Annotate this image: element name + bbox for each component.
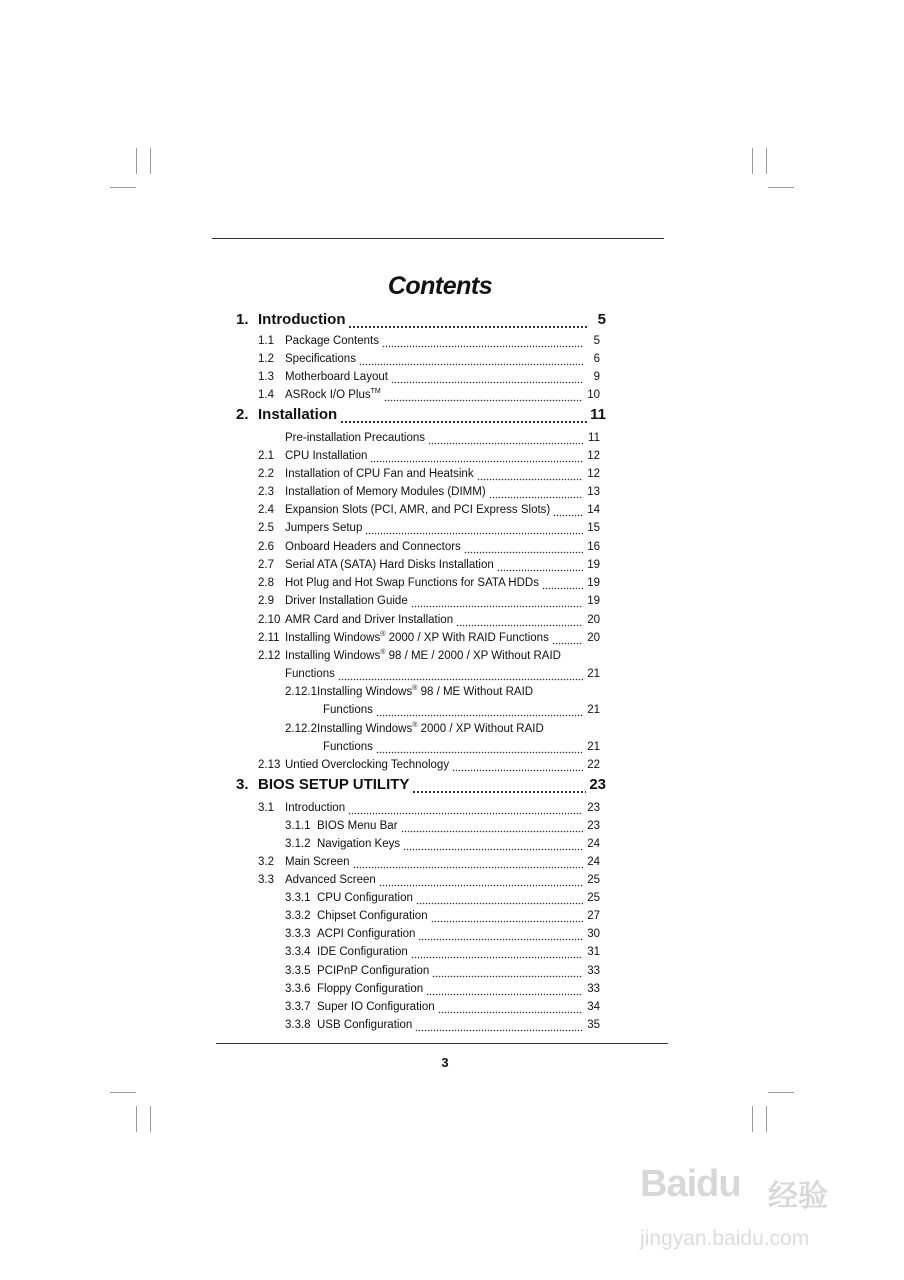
toc-page: 25 [587,874,600,886]
toc-number: 3.3.1 [285,892,311,904]
toc-number: 2.6 [258,541,274,553]
toc-leader [359,352,583,366]
toc-entry[interactable] [285,996,600,1014]
toc-label: CPU Configuration [317,892,413,904]
baidu-watermark [640,1135,890,1265]
toc-leader [415,1018,583,1032]
toc-label: IDE Configuration [317,946,408,958]
toc-leader [552,631,583,645]
page-number: 3 [441,1055,449,1070]
toc-entry[interactable] [258,481,600,499]
toc-entry[interactable] [258,366,600,384]
toc-entry[interactable] [258,499,600,517]
toc-number: 2.11 [258,632,280,644]
toc-entry[interactable] [285,427,600,445]
crop-mark [766,148,767,174]
toc-number: 3.3.7 [285,1001,311,1013]
toc-title [323,740,373,754]
toc-page: 12 [587,450,600,462]
toc-leader [382,334,583,348]
toc-leader [477,467,583,481]
toc-entry[interactable] [258,348,600,366]
toc-entry[interactable] [258,627,600,645]
toc-title [258,503,550,517]
toc-title [258,540,461,554]
toc-entry[interactable] [258,536,600,554]
crop-mark [752,148,753,174]
toc-number: 1.1 [258,335,274,347]
toc-label: Installing Windows [285,650,381,662]
toc-title [258,758,449,772]
toc-number: 3.3.3 [285,928,311,940]
toc-chapter[interactable] [236,309,606,329]
toc-title [285,722,544,736]
toc-number: 1. [236,311,249,328]
toc-number: 2.5 [258,522,274,534]
toc-leader [376,703,583,717]
toc-chapter[interactable] [236,774,606,794]
toc-entry[interactable] [285,718,600,736]
crop-mark [752,1106,753,1132]
toc-leader [542,576,583,590]
toc-leader [431,909,583,923]
watermark-brand: Baidu [640,1163,741,1205]
toc-page: 23 [587,802,600,814]
toc-label: Installing Windows [317,686,413,698]
toc-leader [428,431,583,445]
toc-entry[interactable] [258,384,600,402]
toc-title [258,594,408,608]
toc-label: Expansion Slots (PCI, AMR, and PCI Express Slots) [285,504,551,516]
toc-page: 21 [587,741,600,753]
toc-label: Main Screen [285,856,350,868]
toc-number: 3.3.4 [285,946,311,958]
toc-entry[interactable] [285,833,600,851]
toc-page: 16 [587,541,600,553]
toc-superscript: ® [412,685,418,692]
toc-number: 3.3.5 [285,965,311,977]
toc-title [258,334,379,348]
toc-entry[interactable] [285,923,600,941]
toc-label: PCIPnP Configuration [317,965,430,977]
toc-title [236,311,345,329]
bottom-rule [216,1043,668,1044]
toc-superscript: ® [412,722,418,729]
toc-entry[interactable] [258,330,600,348]
toc-title [285,891,413,905]
toc-label: Functions [285,668,335,680]
toc-leader [401,819,583,833]
toc-entry[interactable] [258,572,600,590]
toc-leader [412,777,586,794]
toc-label: Untied Overclocking Technology [285,759,450,771]
toc-label: Serial ATA (SATA) Hard Disks Installation [285,559,494,571]
toc-title [285,819,398,833]
toc-superscript: ® [380,631,386,638]
crop-mark [150,1106,151,1132]
toc-entry[interactable] [285,978,600,996]
toc-page: 12 [587,468,600,480]
toc-number: 2.4 [258,504,274,516]
toc-number: 2.12.1 [285,686,317,698]
toc-page: 33 [587,965,600,977]
toc-title [258,873,376,887]
toc-title [285,1000,435,1014]
toc-label: AMR Card and Driver Installation [285,614,454,626]
page-title: Contents [387,272,493,300]
toc-label: Functions [323,704,373,716]
toc-label: Driver Installation Guide [285,595,408,607]
toc-page: 19 [587,577,600,589]
toc-number: 2.12 [258,650,281,662]
toc-number: 2.10 [258,614,281,626]
toc-entry[interactable] [285,960,600,978]
toc-entry[interactable] [285,905,600,923]
toc-title [285,431,425,445]
toc-leader [497,558,583,572]
toc-entry[interactable] [258,590,600,608]
toc-number: 2.13 [258,759,281,771]
toc-leader [403,837,583,851]
toc-superscript: TM [370,388,381,395]
crop-mark [136,1106,137,1132]
toc-number: 3. [236,776,249,793]
toc-number: 3.3.2 [285,910,311,922]
toc-page: 10 [587,389,600,401]
toc-number: 2.12.2 [285,723,317,735]
toc-number: 2. [236,406,249,423]
toc-superscript: ® [380,649,386,656]
toc-label: Installing Windows [317,723,413,735]
toc-entry[interactable] [285,941,600,959]
toc-entry[interactable] [258,869,600,887]
toc-leader [432,964,583,978]
toc-leader [384,388,583,402]
toc-label: Installation [258,406,338,423]
toc-leader [370,449,583,463]
toc-label: Hot Plug and Hot Swap Functions for SATA HDDs [285,577,539,589]
toc-number: 3.1.1 [285,820,311,832]
toc-leader [411,594,583,608]
toc-number: 2.2 [258,468,274,480]
toc-entry[interactable] [258,797,600,815]
toc-label: Introduction [258,311,346,328]
toc-leader [348,801,583,815]
toc-entry[interactable] [258,851,600,869]
crop-mark [110,187,136,188]
toc-page: 34 [587,1001,600,1013]
toc-label: Package Contents [285,335,379,347]
toc-label-continued: 2000 / XP Without RAID [417,723,544,735]
toc-page: 5 [593,335,600,347]
toc-title [236,776,409,794]
toc-label: Introduction [285,802,346,814]
toc-page: 20 [587,614,600,626]
toc-page: 15 [587,522,600,534]
toc-page: 20 [587,632,600,644]
toc-title [258,485,486,499]
crop-mark [150,148,151,174]
toc-page: 22 [587,759,600,771]
toc-title [285,837,400,851]
toc-title [285,667,335,681]
toc-entry[interactable] [258,645,600,663]
toc-label: Jumpers Setup [285,522,363,534]
toc-label: ACPI Configuration [317,928,416,940]
toc-leader [553,503,583,517]
toc-leader [418,927,583,941]
toc-entry[interactable] [285,681,600,699]
toc-page: 25 [587,892,600,904]
toc-leader [340,407,587,424]
toc-entry[interactable] [258,445,600,463]
toc-label: Onboard Headers and Connectors [285,541,461,553]
toc-title [258,613,453,627]
toc-label: ASRock I/O Plus [285,389,371,401]
toc-entry[interactable] [258,754,600,772]
toc-label-continued: 98 / ME / 2000 / XP Without RAID [385,650,561,662]
toc-leader [338,667,583,681]
toc-leader [411,945,583,959]
toc-title [285,927,415,941]
toc-label: Floppy Configuration [317,983,424,995]
toc-number: 3.1 [258,802,274,814]
toc-page: 14 [587,504,600,516]
toc-entry[interactable] [285,1014,600,1032]
toc-label: Navigation Keys [317,838,401,850]
toc-leader [452,758,583,772]
toc-entry[interactable] [323,699,600,717]
toc-page: 24 [587,856,600,868]
toc-label: BIOS Menu Bar [317,820,398,832]
toc-page: 24 [587,838,600,850]
toc-title [258,521,362,535]
toc-number: 1.2 [258,353,274,365]
toc-number: 2.1 [258,450,274,462]
toc-number: 2.8 [258,577,274,589]
toc-title [285,945,408,959]
toc-entry[interactable] [258,609,600,627]
crop-mark [136,148,137,174]
toc-entry[interactable] [323,736,600,754]
toc-number: 3.3.8 [285,1019,311,1031]
toc-label: USB Configuration [317,1019,413,1031]
crop-mark [768,1092,794,1093]
toc-page: 21 [587,704,600,716]
toc-label-continued: 2000 / XP With RAID Functions [385,632,549,644]
toc-leader [438,1000,583,1014]
toc-label: Pre-installation Precautions [285,432,425,444]
toc-chapter[interactable] [236,404,606,424]
toc-page: 9 [593,371,600,383]
toc-leader [376,740,583,754]
toc-entry[interactable] [285,887,600,905]
toc-page: 27 [587,910,600,922]
toc-page: 19 [587,559,600,571]
toc-label: Specifications [285,353,356,365]
toc-label: Installing Windows [285,632,381,644]
toc-title [258,576,539,590]
toc-title [258,467,474,481]
toc-page: 33 [587,983,600,995]
toc-page: 13 [587,486,600,498]
toc-label: CPU Installation [285,450,368,462]
toc-page: 11 [590,406,606,423]
toc-entry[interactable] [258,463,600,481]
toc-page: 21 [587,668,600,680]
toc-title [258,649,561,663]
toc-leader [348,312,589,329]
toc-leader [456,613,583,627]
toc-leader [489,485,583,499]
toc-page: 30 [587,928,600,940]
top-rule [212,238,664,239]
watermark-chinese: 经验 [768,1180,828,1213]
crop-mark [768,187,794,188]
watermark-url: jingyan.baidu.com [640,1227,810,1250]
toc-page: 23 [589,776,606,793]
toc-label: Motherboard Layout [285,371,388,383]
toc-entry[interactable] [258,554,600,572]
toc-title [285,685,533,699]
toc-leader [426,982,583,996]
toc-label: BIOS SETUP UTILITY [258,776,410,793]
toc-label: Installation of Memory Modules (DIMM) [285,486,486,498]
toc-entry[interactable] [285,815,600,833]
toc-title [285,909,428,923]
toc-title [258,449,367,463]
toc-number: 2.3 [258,486,274,498]
toc-page: 5 [597,311,606,328]
toc-title [258,558,494,572]
toc-number: 3.1.2 [285,838,311,850]
toc-page: 23 [587,820,600,832]
toc-leader [416,891,583,905]
toc-title [258,631,549,645]
toc-leader [464,540,583,554]
toc-number: 3.3 [258,874,274,886]
toc-page: 35 [587,1019,600,1031]
toc-title [285,1018,412,1032]
toc-label: Functions [323,741,373,753]
toc-title [258,388,381,402]
toc-title [258,801,345,815]
toc-number: 2.7 [258,559,274,571]
toc-page: 19 [587,595,600,607]
toc-entry[interactable] [285,663,600,681]
toc-title [258,370,388,384]
toc-title [285,964,429,978]
toc-title [258,352,356,366]
toc-number: 2.9 [258,595,274,607]
toc-label: Installation of CPU Fan and Heatsink [285,468,474,480]
toc-entry[interactable] [258,517,600,535]
toc-page: 31 [587,946,600,958]
toc-page: 11 [588,432,600,444]
toc-title [285,982,423,996]
toc-title [236,406,337,424]
toc-number: 1.4 [258,389,274,401]
toc-leader [391,370,583,384]
toc-number: 1.3 [258,371,274,383]
toc-title [258,855,350,869]
toc-leader [353,855,583,869]
crop-mark [766,1106,767,1132]
toc-label: Super IO Configuration [317,1001,435,1013]
toc-label-continued: 98 / ME Without RAID [417,686,534,698]
toc-title [323,703,373,717]
toc-label: Chipset Configuration [317,910,428,922]
toc-label: Advanced Screen [285,874,376,886]
crop-mark [110,1092,136,1093]
toc-page: 6 [593,353,600,365]
toc-number: 3.3.6 [285,983,311,995]
toc-leader [379,873,583,887]
toc-leader [365,521,583,535]
toc-number: 3.2 [258,856,274,868]
